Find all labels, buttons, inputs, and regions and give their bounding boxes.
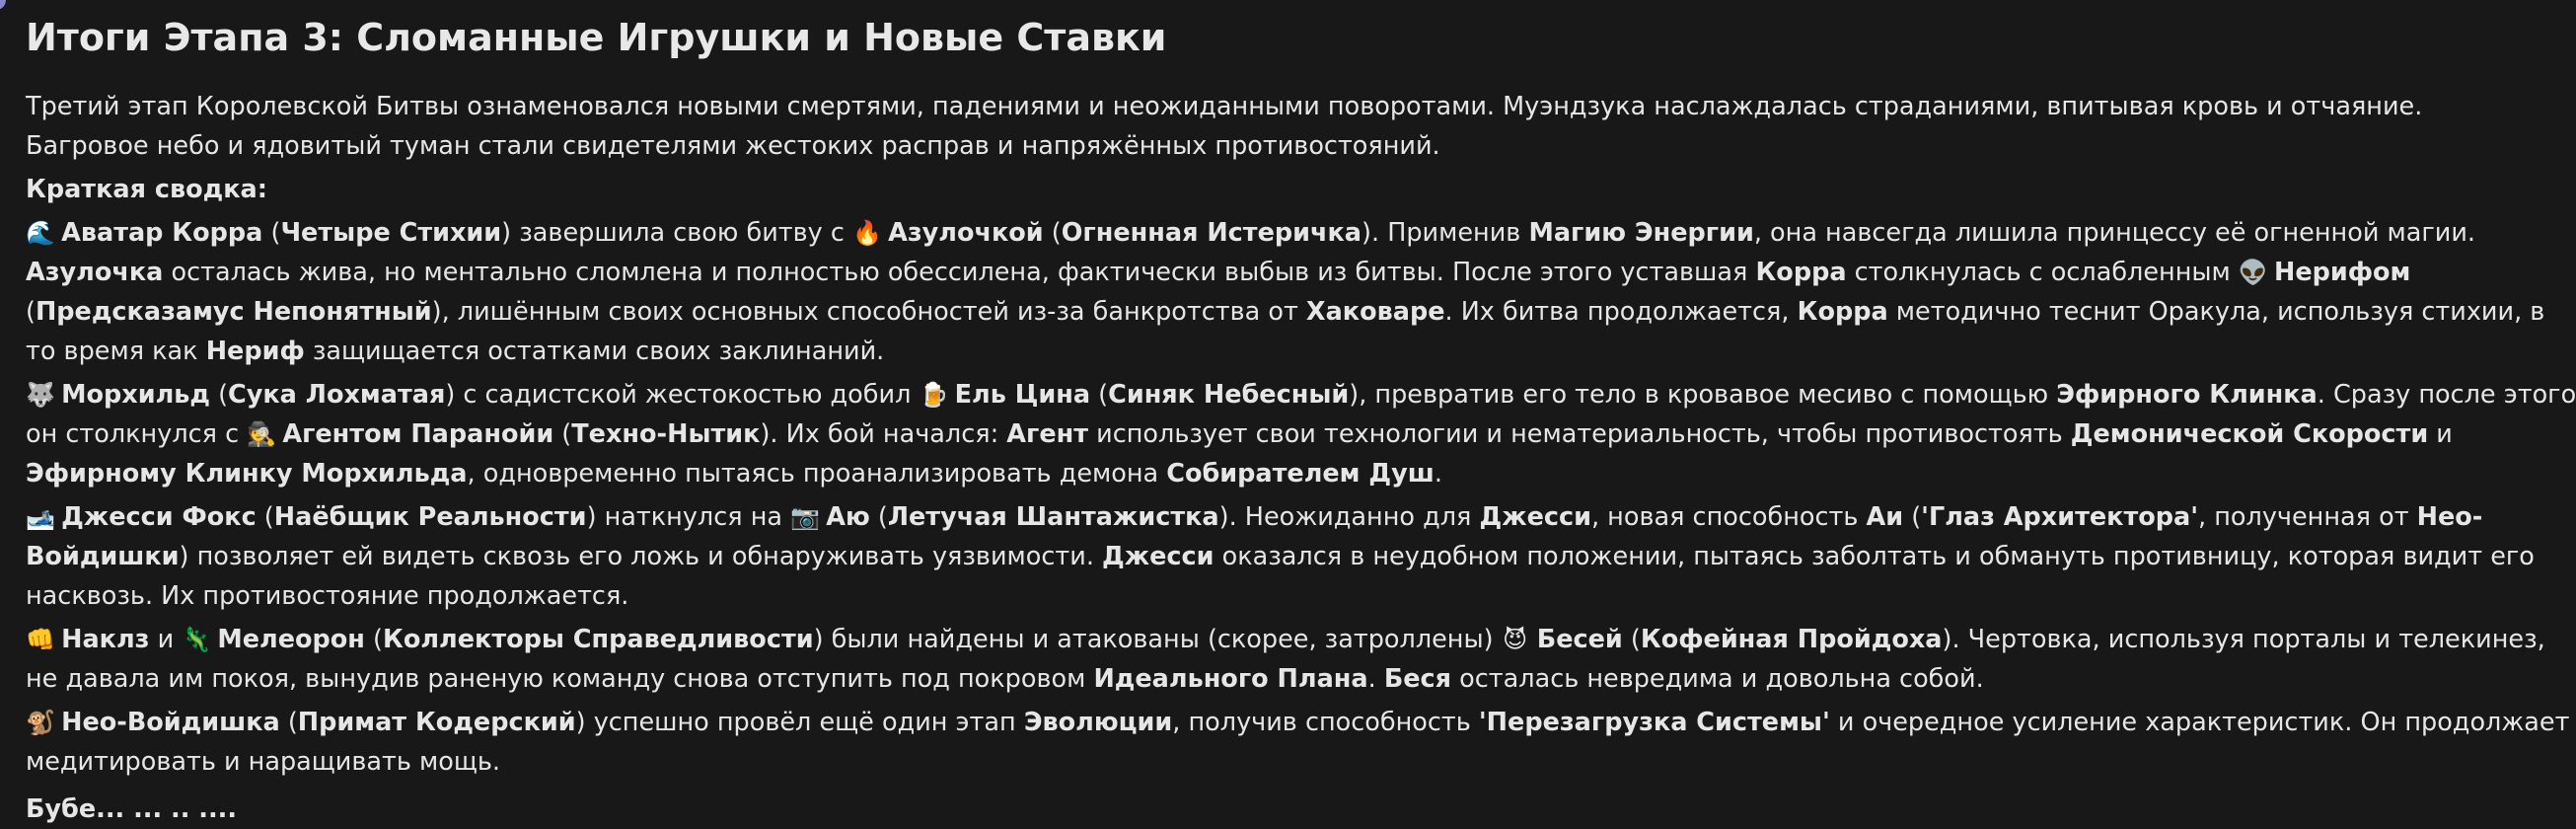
entry-line <box>26 213 2476 253</box>
text-segment: то время как <box>26 337 206 366</box>
bold-name: Джесси <box>1102 542 1214 571</box>
intro-line-1: Третий этап Королевской Битвы ознаменовался новыми смертями, падениями и неожиданными поворотами. Муэндзука наслаждалась страданиями, впитывая кровь и отчаяние. <box>26 92 2423 121</box>
text-segment: использует свои технологии и нематериальность, чтобы противостоять <box>1088 419 2071 449</box>
emoji-icon: 🦎 <box>182 626 212 653</box>
bold-name: Аи <box>1866 502 1904 532</box>
text-segment: осталась невредима и довольна собой. <box>1451 664 1984 694</box>
text-segment: ( <box>279 708 298 737</box>
text-segment: ) с садистской жестокостью добил <box>445 380 920 410</box>
bold-name: Агентом Паранойи <box>282 419 554 449</box>
text-segment: ( <box>262 218 281 248</box>
text-segment: ). Применив <box>1362 218 1529 248</box>
bold-name: Синяк Небесный <box>1108 380 1350 410</box>
bold-name: Хаковаре <box>1305 297 1445 327</box>
text-segment: ) завершила свою битву с <box>501 218 852 248</box>
bold-name: Эволюции <box>1023 708 1173 737</box>
entry-line <box>26 332 2465 371</box>
bold-name: Магию Энергии <box>1528 218 1754 248</box>
entry-line <box>26 253 2465 292</box>
text-segment: ( <box>209 380 229 410</box>
text-segment: ( <box>1622 625 1641 654</box>
emoji-icon: 🐺 <box>26 381 55 409</box>
text-segment: ( <box>869 502 888 532</box>
bold-name: Техно-Нытик <box>571 419 761 449</box>
text-segment: ) позволяет ей видеть сквозь его ложь и обнаруживать уязвимости. <box>179 542 1103 571</box>
bold-name: Беся <box>1383 664 1452 694</box>
entry-line <box>26 454 2465 493</box>
text-segment: ), лишённым своих основных способностей из-за банкротства от <box>431 297 1306 327</box>
text-segment: и очередное усиление характеристик. Он продолжает <box>1829 708 2570 737</box>
bold-name: Азулочкой <box>888 218 1044 248</box>
summary-heading: Краткая сводка: <box>26 175 267 204</box>
text-segment: ), превратив его тело в кровавое месиво с помощью <box>1349 380 2057 410</box>
emoji-icon: 🌊 <box>26 219 55 247</box>
entry-line <box>26 659 2465 699</box>
text-segment: и <box>149 625 183 654</box>
entry-line <box>26 414 2465 454</box>
entry-line <box>26 703 2570 742</box>
bold-name: Огненная Истеричка <box>1061 218 1362 248</box>
text-segment: не давала им покоя, вынудив раненую команду снова отступить под покровом <box>26 664 1094 694</box>
bold-name: Четыре Стихии <box>280 218 502 248</box>
bold-name: Корра <box>1797 297 1888 327</box>
text-segment: ( <box>1043 218 1062 248</box>
text-segment: и <box>2428 419 2453 449</box>
summary-entry <box>26 375 2576 493</box>
text-segment: столкнулась с ослабленным <box>1846 258 2239 287</box>
text-segment: , одновременно пытаясь проанализировать демона <box>467 459 1167 489</box>
bold-name: Нерифом <box>2273 258 2411 287</box>
entry-line <box>26 620 2545 659</box>
bold-name: Летучая Шантажистка <box>887 502 1219 532</box>
page-title: Итоги Этапа 3: Сломанные Игрушки и Новые Ставки <box>26 16 1167 59</box>
bold-name: Идеального Плана <box>1093 664 1368 694</box>
text-segment: . Их битва продолжается, <box>1444 297 1798 327</box>
bold-name: Нео-Войдишка <box>61 708 280 737</box>
text-segment: ( <box>364 625 383 654</box>
intro-line-2: Багровое небо и ядовитый туман стали свидетелями жестоких расправ и напряжённых противостояний. <box>26 131 1440 161</box>
bold-name: Эфирному Клинку Морхильда <box>26 459 468 489</box>
text-segment: ( <box>26 297 36 327</box>
entry-line <box>26 576 2465 616</box>
bold-name: Предсказамус Непонятный <box>35 297 432 327</box>
bold-name: Нео- <box>2416 502 2483 532</box>
text-segment: он столкнулся с <box>26 419 248 449</box>
summary-list <box>26 213 2576 782</box>
emoji-icon: 🎿 <box>26 503 55 531</box>
bold-name: Эфирного Клинка <box>2056 380 2318 410</box>
emoji-icon: 🔥 <box>851 219 882 247</box>
text-segment: осталась жива, но ментально сломлена и полностью обессилена, фактически выбыв из битвы. После этого уставшая <box>163 258 1756 287</box>
text-segment: ( <box>1903 502 1922 532</box>
entry-line <box>26 375 2576 414</box>
summary-entry <box>26 703 2570 782</box>
bold-name: Нериф <box>205 337 305 366</box>
bold-name: Кофейная Пройдоха <box>1640 625 1943 654</box>
bold-name: Наклз <box>61 625 150 654</box>
entry-line <box>26 497 2483 537</box>
bold-name: Демонической Скорости <box>2070 419 2429 449</box>
bold-name: Коллекторы Справедливости <box>383 625 814 654</box>
text-segment: , она навсегда лишила принцессу её огненной магии. <box>1753 218 2476 248</box>
text-segment: ). Их бой начался: <box>760 419 1007 449</box>
text-segment: ( <box>553 419 572 449</box>
text-segment: . Сразу после этого <box>2317 380 2576 410</box>
summary-entry <box>26 213 2545 371</box>
intro-paragraph <box>26 87 2465 166</box>
bold-name: Джесси <box>1479 502 1591 532</box>
bold-name: Наёбщик Реальности <box>273 502 587 532</box>
bold-name: Аю <box>826 502 870 532</box>
text-segment: , полученная от <box>2198 502 2417 532</box>
bold-name: Примат Кодерский <box>297 708 576 737</box>
emoji-icon: 🍺 <box>919 381 949 409</box>
text-segment: ) были найдены и атакованы (скорее, затроллены) <box>813 625 1502 654</box>
avatar-edge <box>0 0 6 10</box>
cut-off-line: Бубе... ... .. .... <box>26 794 238 824</box>
bold-name: Аватар Корра <box>61 218 263 248</box>
entry-line <box>26 537 2535 576</box>
bold-name: Корра <box>1755 258 1847 287</box>
text-segment: , получив способность <box>1172 708 1479 737</box>
bold-name: Ель Цина <box>954 380 1091 410</box>
bold-name: Морхильд <box>61 380 210 410</box>
text-segment: насквозь. Их противостояние продолжается. <box>26 581 629 611</box>
bold-name: Собирателем Душ <box>1166 459 1435 489</box>
bold-name: 'Глаз Архитектора' <box>1921 502 2199 532</box>
text-segment: оказался в неудобном положении, пытаясь заболтать и обмануть противницу, которая видит его <box>1214 542 2535 571</box>
bold-name: Джесси Фокс <box>61 502 257 532</box>
text-segment: ). Неожиданно для <box>1218 502 1480 532</box>
bold-name: Бесей <box>1536 625 1623 654</box>
text-segment: ) наткнулся на <box>586 502 791 532</box>
bold-name: 'Перезагрузка Системы' <box>1478 708 1830 737</box>
text-segment: защищается остатками своих заклинаний. <box>304 337 885 366</box>
emoji-icon: 👊 <box>26 626 55 653</box>
text-segment: , новая способность <box>1590 502 1867 532</box>
text-segment: . <box>1367 664 1384 694</box>
text-segment: ( <box>1090 380 1109 410</box>
text-segment: ) успешно провёл ещё один этап <box>575 708 1024 737</box>
bold-name: Сука Лохматая <box>228 380 446 410</box>
text-segment: ( <box>256 502 274 532</box>
emoji-icon: 🐒 <box>26 709 55 736</box>
entry-line <box>26 742 2465 782</box>
emoji-icon: 🕵 <box>247 420 277 448</box>
bold-name: Войдишки <box>26 542 180 571</box>
entry-line <box>26 292 2545 332</box>
text-segment: методично теснит Оракула, используя стихии, в <box>1887 297 2545 327</box>
emoji-icon: 📷 <box>790 503 820 531</box>
summary-entry <box>26 620 2545 699</box>
bold-name: Мелеорон <box>217 625 365 654</box>
text-segment: . <box>1434 459 1442 489</box>
summary-entry <box>26 497 2535 616</box>
text-segment: ). Чертовка, используя порталы и телекинез, <box>1942 625 2545 654</box>
bold-name: Азулочка <box>26 258 164 287</box>
text-segment: медитировать и наращивать мощь. <box>26 747 501 777</box>
bold-name: Агент <box>1006 419 1089 449</box>
emoji-icon: 😈 <box>1503 626 1528 653</box>
emoji-icon: 👽 <box>2238 259 2268 286</box>
